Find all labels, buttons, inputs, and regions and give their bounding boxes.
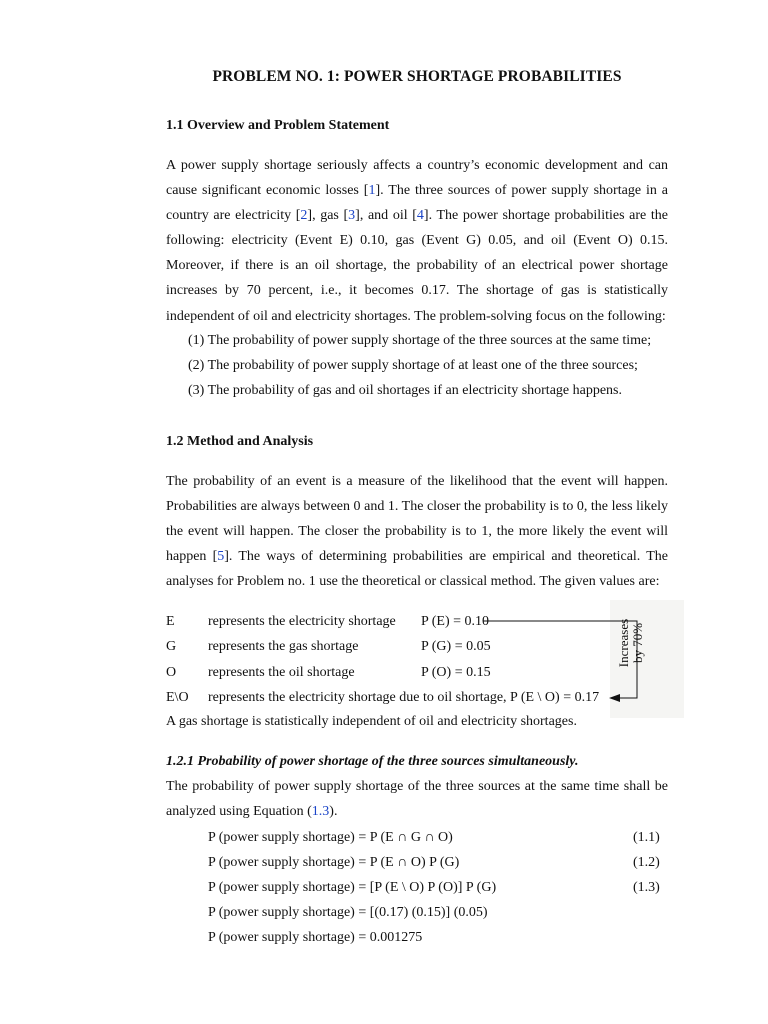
independence-note: A gas shortage is statistically independent of oil and electricity shortages.	[166, 714, 577, 729]
def-prob-g: P (G) = 0.05	[421, 639, 491, 654]
side-note-line-1: Increases	[616, 618, 631, 668]
def-symbol-e: E	[166, 614, 175, 629]
section-heading-overview: 1.1 Overview and Problem Statement	[166, 118, 390, 133]
overview-line-1: A power supply shortage seriously affects a country’s economic development and can	[166, 158, 668, 173]
def-prob-e: P (E) = 0.10	[421, 614, 490, 629]
def-symbol-eo: E\O	[166, 690, 189, 705]
equation-substitution: P (power supply shortage) = [(0.17) (0.15)] (0.05)	[208, 905, 488, 920]
equation-number-1-2: (1.2)	[633, 855, 660, 870]
page-title: PROBLEM NO. 1: POWER SHORTAGE PROBABILITIES	[212, 68, 622, 85]
overview-line-6: increases by 70 percent, i.e., it becomes 0.17. The shortage of gas is statistically	[166, 283, 668, 299]
equation-number-1-1: (1.1)	[633, 830, 660, 845]
method-line-5: analyses for Problem no. 1 use the theoretical or classical method. The given values are:	[166, 574, 660, 590]
list-item-2: (2) The probability of power supply shortage of at least one of the three sources;	[188, 358, 638, 373]
def-symbol-o: O	[166, 665, 177, 680]
method-line-4: happen [5]. The ways of determining probabilities are empirical and theoretical. The	[166, 549, 668, 565]
overview-line-2-text: cause significant economic losses [	[166, 183, 369, 199]
def-desc-g: represents the gas shortage	[208, 639, 359, 654]
equation-1-3-link[interactable]: 1.3	[311, 804, 330, 819]
equation-1-2: P (power supply shortage) = P (E ∩ O) P (G)	[208, 855, 460, 870]
list-item-3: (3) The probability of gas and oil shortages if an electricity shortage happens.	[188, 383, 622, 398]
overview-line-5: Moreover, if there is an oil shortage, the probability of an electrical power shortage	[166, 258, 668, 274]
equation-1-1: P (power supply shortage) = P (E ∩ G ∩ O)	[208, 830, 453, 845]
method-line-1: The probability of an event is a measure of the likelihood that the event will happen.	[166, 474, 668, 489]
citation-3-link[interactable]: 3	[348, 208, 356, 224]
section-heading-method: 1.2 Method and Analysis	[166, 434, 314, 449]
citation-2-link[interactable]: 2	[300, 208, 308, 224]
def-symbol-g: G	[166, 639, 177, 654]
subsection-heading-simultaneous: 1.2.1 Probability of power shortage of the three sources simultaneously.	[166, 754, 579, 769]
def-desc-o: represents the oil shortage	[208, 665, 355, 680]
overview-line-2: cause significant economic losses [1]. The three sources of power supply shortage in a	[166, 183, 668, 199]
overview-line-7: independent of oil and electricity shortages. The problem-solving focus on the following:	[166, 308, 666, 324]
overview-paragraph	[166, 153, 668, 329]
method-paragraph	[166, 469, 668, 594]
method-line-2: Probabilities are always between 0 and 1. The closer the probability is to 0, the less likely	[166, 499, 668, 515]
def-desc-eo: represents the electricity shortage due to oil shortage, P (E \ O) = 0.17	[208, 690, 600, 705]
citation-1-link[interactable]: 1	[368, 183, 376, 199]
def-desc-e: represents the electricity shortage	[208, 614, 396, 629]
side-note-line-2: by 70%	[630, 622, 645, 664]
simultaneous-line-2: analyzed using Equation (1.3).	[166, 804, 338, 819]
overview-line-4: following: electricity (Event E) 0.10, gas (Event G) 0.05, and oil (Event O) 0.15.	[166, 233, 668, 249]
side-note-label	[617, 598, 645, 688]
simultaneous-line-1: The probability of power supply shortage of the three sources at the same time shall be	[166, 779, 668, 794]
citation-5-link[interactable]: 5	[217, 549, 225, 565]
equation-number-1-3: (1.3)	[633, 880, 660, 895]
method-line-3: the event will happen. The closer the probability is to 1, the more likely the event will	[166, 524, 668, 540]
def-prob-o: P (O) = 0.15	[421, 665, 491, 680]
equation-1-3: P (power supply shortage) = [P (E \ O) P (O)] P (G)	[208, 880, 497, 895]
equation-result: P (power supply shortage) = 0.001275	[208, 930, 423, 945]
list-item-1: (1) The probability of power supply shortage of the three sources at the same time;	[188, 333, 652, 348]
overview-line-3: country are electricity [2], gas [3], and oil [4]. The power shortage probabilities are the	[166, 208, 668, 224]
citation-4-link[interactable]: 4	[416, 208, 424, 224]
